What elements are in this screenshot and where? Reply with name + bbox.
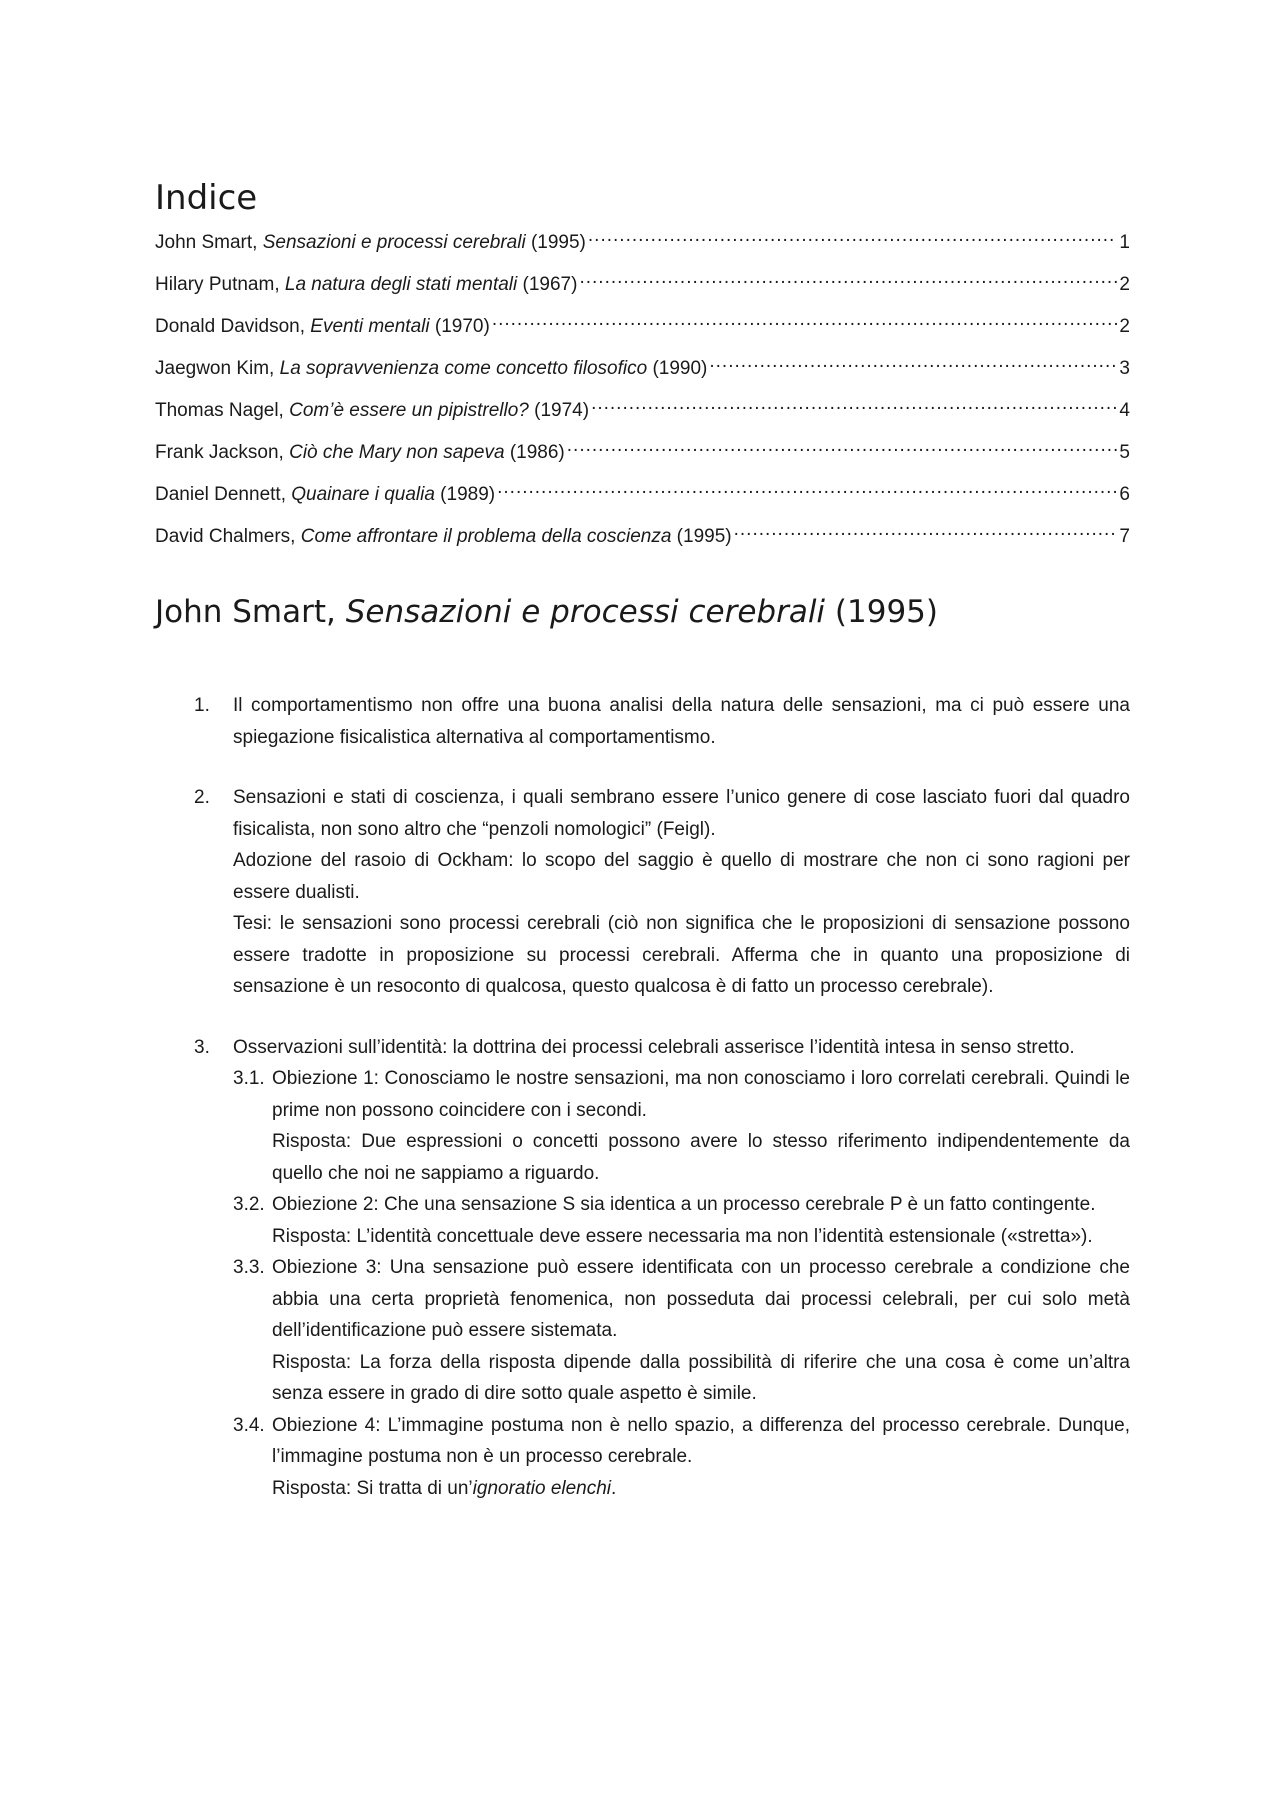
toc-entry-label: Donald Davidson, Eventi mentali (1970): [155, 316, 490, 337]
toc-leader-dots: [588, 224, 1118, 248]
objection-text: Obiezione 3: Una sensazione può essere identificata con un processo cerebrale a condizione che abbia una certa proprietà fenomenica, non posseduta dai processi celebrali, per cui solo metà dell’identificazione può essere sistemata.: [272, 1257, 1130, 1341]
toc-page-number: 7: [1119, 526, 1130, 547]
toc-entry[interactable]: [155, 266, 1130, 295]
toc-page-number: 2: [1119, 274, 1130, 295]
toc-entry-label: Daniel Dennett, Quainare i qualia (1989): [155, 484, 496, 505]
sub-list-item: [233, 1252, 1130, 1410]
toc-leader-dots: [492, 308, 1118, 332]
toc-entry-label: Hilary Putnam, La natura degli stati mentali (1967): [155, 274, 578, 295]
toc-entry[interactable]: [155, 392, 1130, 421]
sub-list-number: 3.2.: [233, 1194, 265, 1215]
toc-entry[interactable]: [155, 224, 1130, 253]
toc-leader-dots: [734, 518, 1118, 542]
sub-list-item: [233, 1189, 1130, 1252]
toc-list: [155, 224, 1130, 547]
answer-text: Risposta: Due espressioni o concetti possono avere lo stesso riferimento indipendentemente da quello che noi ne sappiamo a riguardo.: [272, 1131, 1130, 1184]
answer-text: Risposta: Si tratta di un’ignoratio elenchi.: [272, 1477, 617, 1499]
toc-page-number: 4: [1119, 400, 1130, 421]
toc-entry-label: Frank Jackson, Ciò che Mary non sapeva (1986): [155, 442, 565, 463]
sub-list-number: 3.4.: [233, 1414, 265, 1436]
paragraph: Il comportamentismo non offre una buona analisi della natura delle sensazioni, ma ci può essere una spiegazione fisicalistica alternativa al comportamentismo.: [233, 695, 1130, 748]
sub-list-item: [233, 1410, 1130, 1505]
paragraph: Tesi: le sensazioni sono processi cerebrali (ciò non significa che le proposizioni di sensazione possono essere tradotte in proposizione su processi cerebrali. Afferma che in quanto una proposizione di sensazione è un resoconto di qualcosa, questo qualcosa è di fatto un processo cerebrale).: [233, 913, 1130, 997]
section-heading: John Smart, Sensazioni e processi cerebrali (1995): [155, 594, 938, 630]
list-item: [155, 1032, 1130, 1505]
toc-leader-dots: [591, 392, 1117, 416]
toc-entry-label: David Chalmers, Come affrontare il problema della coscienza (1995): [155, 526, 732, 547]
toc-entry-label: John Smart, Sensazioni e processi cerebrali (1995): [155, 232, 586, 253]
numbered-list: [155, 690, 1130, 1504]
sub-list-item: [233, 1063, 1130, 1189]
toc-page-number: 6: [1119, 484, 1130, 505]
toc-leader-dots: [579, 266, 1117, 290]
paragraph: Sensazioni e stati di coscienza, i quali sembrano essere l’unico genere di cose lasciato fuori dal quadro fisicalista, non sono altro che “penzoli nomologici” (Feigl).: [233, 787, 1130, 840]
list-number: 3.: [194, 1036, 210, 1058]
list-number: 1.: [194, 695, 210, 716]
objection-text: Obiezione 1: Conosciamo le nostre sensazioni, ma non conosciamo i loro correlati cerebrali. Quindi le prime non possono coincidere con i secondi.: [272, 1068, 1130, 1121]
toc-leader-dots: [497, 476, 1117, 500]
toc-entry[interactable]: [155, 350, 1130, 379]
toc-leader-dots: [709, 350, 1117, 374]
document-page: [155, 178, 1130, 1533]
list-item: [155, 782, 1130, 1003]
objection-text: Obiezione 2: Che una sensazione S sia identica a un processo cerebrale P è un fatto contingente.: [272, 1194, 1096, 1215]
paragraph: Osservazioni sull’identità: la dottrina dei processi celebrali asserisce l’identità intesa in senso stretto.: [233, 1036, 1075, 1058]
objection-text: Obiezione 4: L’immagine postuma non è nello spazio, a differenza del processo cerebrale. Dunque, l’immagine postuma non è un processo cerebrale.: [272, 1414, 1130, 1467]
toc-entry[interactable]: [155, 308, 1130, 337]
answer-text: Risposta: L’identità concettuale deve essere necessaria ma non l’identità estensionale («stretta»).: [272, 1225, 1093, 1247]
toc-leader-dots: [567, 434, 1118, 458]
toc-entry[interactable]: [155, 434, 1130, 463]
toc-entry-label: Thomas Nagel, Com’è essere un pipistrello? (1974): [155, 400, 590, 421]
list-item: [155, 690, 1130, 753]
toc-entry[interactable]: [155, 476, 1130, 505]
answer-text: Risposta: La forza della risposta dipende dalla possibilità di riferire che una cosa è come un’altra senza essere in grado di dire sotto quale aspetto è simile.: [272, 1351, 1130, 1404]
sub-list-number: 3.3.: [233, 1257, 265, 1278]
sub-list-number: 3.1.: [233, 1068, 265, 1089]
toc-page-number: 2: [1119, 316, 1130, 337]
toc-entry[interactable]: [155, 518, 1130, 547]
toc-title: Indice: [155, 178, 258, 218]
toc-page-number: 5: [1119, 442, 1130, 463]
list-number: 2.: [194, 787, 210, 808]
toc-page-number: 1: [1119, 232, 1130, 253]
toc-entry-label: Jaegwon Kim, La sopravvenienza come concetto filosofico (1990): [155, 358, 708, 379]
paragraph: Adozione del rasoio di Ockham: lo scopo del saggio è quello di mostrare che non ci sono ragioni per essere dualisti.: [233, 850, 1130, 903]
toc-page-number: 3: [1119, 358, 1130, 379]
